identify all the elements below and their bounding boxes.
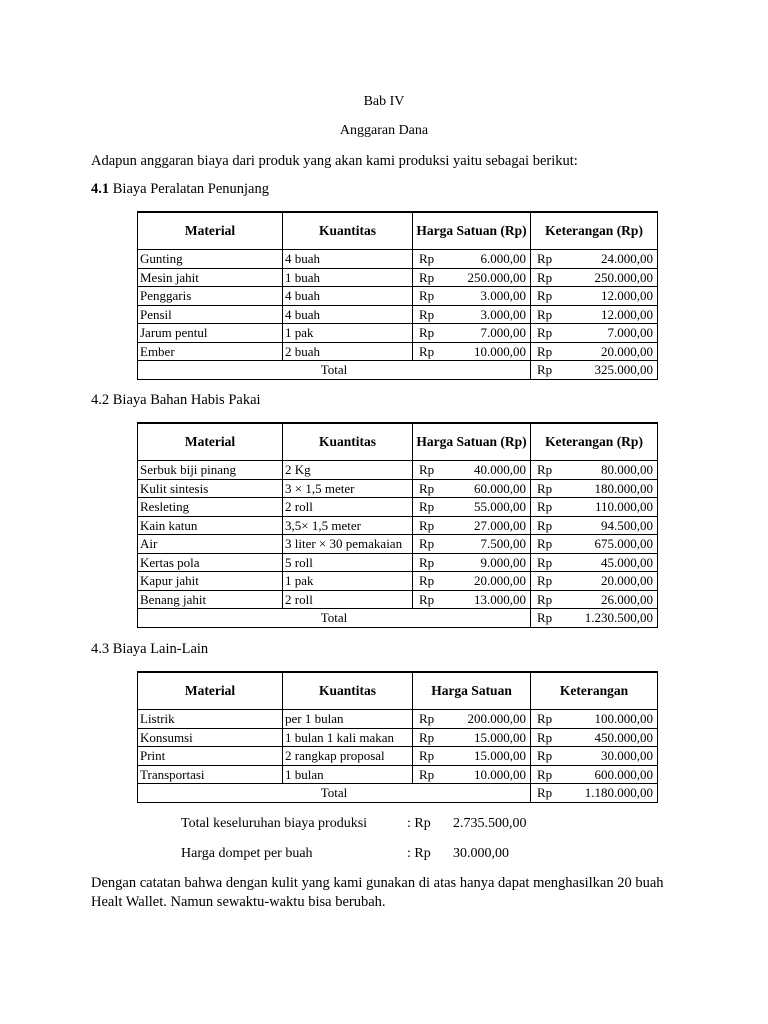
subtotal-cell: 80.000,00 [556,461,658,480]
unit-price-cell: 10.000,00 [438,765,531,784]
currency-cell: Rp [531,553,556,572]
unit-price-cell: 10.000,00 [438,342,531,361]
material-cell: Jarum pentul [138,324,283,343]
unit-price-cell: 15.000,00 [438,747,531,766]
material-cell: Penggaris [138,287,283,306]
unit-price-cell: 27.000,00 [438,516,531,535]
currency-cell: Rp [413,728,438,747]
unit-price-cell: 7.500,00 [438,535,531,554]
unit-price-cell: 6.000,00 [438,250,531,269]
table-row [138,572,658,591]
currency-cell: Rp [531,342,556,361]
section-heading-4-3 [91,641,208,658]
currency-cell: Rp [413,479,438,498]
currency-cell: Rp [531,324,556,343]
subtotal-cell: 450.000,00 [556,728,658,747]
quantity-cell: per 1 bulan [283,710,413,729]
currency-cell: Rp [531,516,556,535]
section-number: 4.3 [91,641,110,657]
summary-label: Total keseluruhan biaya produksi [181,816,368,831]
summary-total-production [181,816,527,832]
unit-price-cell: 13.000,00 [438,590,531,609]
section-title: Biaya Bahan Habis Pakai [112,392,261,408]
unit-price-cell: 20.000,00 [438,572,531,591]
unit-price-cell: 55.000,00 [438,498,531,517]
unit-price-cell: 60.000,00 [438,479,531,498]
quantity-cell: 1 bulan 1 kali makan [283,728,413,747]
column-header: Material [138,672,283,710]
unit-price-cell: 40.000,00 [438,461,531,480]
material-cell: Resleting [138,498,283,517]
subtotal-cell: 30.000,00 [556,747,658,766]
quantity-cell: 4 buah [283,287,413,306]
material-cell: Gunting [138,250,283,269]
currency-cell: Rp [531,305,556,324]
quantity-cell: 2 roll [283,498,413,517]
summary-currency: : Rp [407,846,431,861]
currency-cell: Rp [413,250,438,269]
subtotal-cell: 7.000,00 [556,324,658,343]
table-row [138,535,658,554]
quantity-cell: 2 roll [283,590,413,609]
intro-paragraph: Adapun anggaran biaya dari produk yang akan kami produksi yaitu sebagai berikut: [91,153,578,169]
currency-cell: Rp [413,553,438,572]
currency-cell: Rp [531,361,556,380]
closing-paragraph: Dengan catatan bahwa dengan kulit yang kami gunakan di atas hanya dapat menghasilkan 20 buah Healt Wallet. Namun sewaktu-waktu bisa berubah. [91,875,664,910]
column-header: Keterangan (Rp) [531,212,658,250]
unit-price-cell: 3.000,00 [438,287,531,306]
quantity-cell: 3,5× 1,5 meter [283,516,413,535]
material-cell: Kulit sintesis [138,479,283,498]
currency-cell: Rp [531,268,556,287]
budget-table-peralatan [137,211,658,380]
currency-cell: Rp [531,710,556,729]
currency-cell: Rp [413,765,438,784]
table-row [138,287,658,306]
total-label: Total [138,361,531,380]
summary-label: Harga dompet per buah [181,846,313,861]
table-row [138,479,658,498]
subtotal-cell: 250.000,00 [556,268,658,287]
table-row [138,590,658,609]
currency-cell: Rp [413,287,438,306]
column-header: Material [138,212,283,250]
subtotal-cell: 26.000,00 [556,590,658,609]
currency-cell: Rp [413,461,438,480]
quantity-cell: 2 rangkap proposal [283,747,413,766]
unit-price-cell: 3.000,00 [438,305,531,324]
column-header: Keterangan [531,672,658,710]
table-row [138,305,658,324]
subtotal-cell: 94.500,00 [556,516,658,535]
material-cell: Kapur jahit [138,572,283,591]
section-number: 4.2 [91,392,110,408]
currency-cell: Rp [531,479,556,498]
currency-cell: Rp [413,572,438,591]
currency-cell: Rp [413,498,438,517]
budget-table-lain-lain [137,671,658,803]
currency-cell: Rp [531,784,556,803]
material-cell: Transportasi [138,765,283,784]
quantity-cell: 1 buah [283,268,413,287]
table-header-row [138,212,658,250]
table-row [138,747,658,766]
section-number: 4.1 [91,181,110,197]
table-row [138,498,658,517]
unit-price-cell: 200.000,00 [438,710,531,729]
total-row [138,784,658,803]
currency-cell: Rp [413,747,438,766]
total-label: Total [138,784,531,803]
quantity-cell: 1 bulan [283,765,413,784]
subtotal-cell: 675.000,00 [556,535,658,554]
table-row [138,710,658,729]
total-value: 1.180.000,00 [556,784,658,803]
section-title: Biaya Peralatan Penunjang [112,181,269,197]
unit-price-cell: 9.000,00 [438,553,531,572]
column-header: Harga Satuan (Rp) [413,423,531,461]
section-heading-4-1 [91,181,269,198]
currency-cell: Rp [531,250,556,269]
currency-cell: Rp [531,572,556,591]
quantity-cell: 3 × 1,5 meter [283,479,413,498]
quantity-cell: 2 Kg [283,461,413,480]
currency-cell: Rp [531,728,556,747]
subtotal-cell: 180.000,00 [556,479,658,498]
quantity-cell: 3 liter × 30 pemakaian [283,535,413,554]
currency-cell: Rp [413,324,438,343]
material-cell: Kain katun [138,516,283,535]
column-header: Keterangan (Rp) [531,423,658,461]
column-header: Material [138,423,283,461]
total-row [138,361,658,380]
currency-cell: Rp [413,516,438,535]
column-header: Harga Satuan (Rp) [413,212,531,250]
quantity-cell: 1 pak [283,324,413,343]
budget-table-bahan [137,422,658,628]
currency-cell: Rp [413,535,438,554]
table-row [138,461,658,480]
material-cell: Listrik [138,710,283,729]
currency-cell: Rp [413,305,438,324]
table-row [138,250,658,269]
column-header: Kuantitas [283,672,413,710]
currency-cell: Rp [531,765,556,784]
table-row [138,728,658,747]
subtotal-cell: 110.000,00 [556,498,658,517]
currency-cell: Rp [531,747,556,766]
material-cell: Benang jahit [138,590,283,609]
table-row [138,324,658,343]
table-header-row [138,672,658,710]
subtotal-cell: 20.000,00 [556,572,658,591]
material-cell: Mesin jahit [138,268,283,287]
total-value: 1.230.500,00 [556,609,658,628]
currency-cell: Rp [413,590,438,609]
subtotal-cell: 600.000,00 [556,765,658,784]
quantity-cell: 4 buah [283,250,413,269]
currency-cell: Rp [531,609,556,628]
section-heading-4-2 [91,392,261,409]
total-value: 325.000,00 [556,361,658,380]
currency-cell: Rp [531,461,556,480]
currency-cell: Rp [413,268,438,287]
chapter-heading: Bab IV [363,94,405,109]
material-cell: Konsumsi [138,728,283,747]
material-cell: Air [138,535,283,554]
total-label: Total [138,609,531,628]
quantity-cell: 2 buah [283,342,413,361]
table-row [138,765,658,784]
total-row [138,609,658,628]
currency-cell: Rp [531,287,556,306]
summary-currency: : Rp [407,816,431,831]
table-row [138,553,658,572]
unit-price-cell: 15.000,00 [438,728,531,747]
column-header: Kuantitas [283,212,413,250]
summary-value: 2.735.500,00 [453,816,527,831]
table-row [138,268,658,287]
material-cell: Kertas pola [138,553,283,572]
table-row [138,516,658,535]
column-header: Harga Satuan [413,672,531,710]
section-title: Biaya Lain-Lain [112,641,209,657]
unit-price-cell: 7.000,00 [438,324,531,343]
subtotal-cell: 100.000,00 [556,710,658,729]
unit-price-cell: 250.000,00 [438,268,531,287]
currency-cell: Rp [413,342,438,361]
currency-cell: Rp [531,590,556,609]
material-cell: Serbuk biji pinang [138,461,283,480]
currency-cell: Rp [531,535,556,554]
quantity-cell: 4 buah [283,305,413,324]
subtotal-cell: 12.000,00 [556,287,658,306]
summary-wallet-price [181,846,509,862]
currency-cell: Rp [531,498,556,517]
column-header: Kuantitas [283,423,413,461]
subtotal-cell: 45.000,00 [556,553,658,572]
currency-cell: Rp [413,710,438,729]
chapter-title: Anggaran Dana [339,123,429,138]
quantity-cell: 1 pak [283,572,413,591]
material-cell: Print [138,747,283,766]
material-cell: Ember [138,342,283,361]
summary-value: 30.000,00 [453,846,509,861]
table-header-row [138,423,658,461]
subtotal-cell: 20.000,00 [556,342,658,361]
table-row [138,342,658,361]
subtotal-cell: 24.000,00 [556,250,658,269]
material-cell: Pensil [138,305,283,324]
quantity-cell: 5 roll [283,553,413,572]
subtotal-cell: 12.000,00 [556,305,658,324]
